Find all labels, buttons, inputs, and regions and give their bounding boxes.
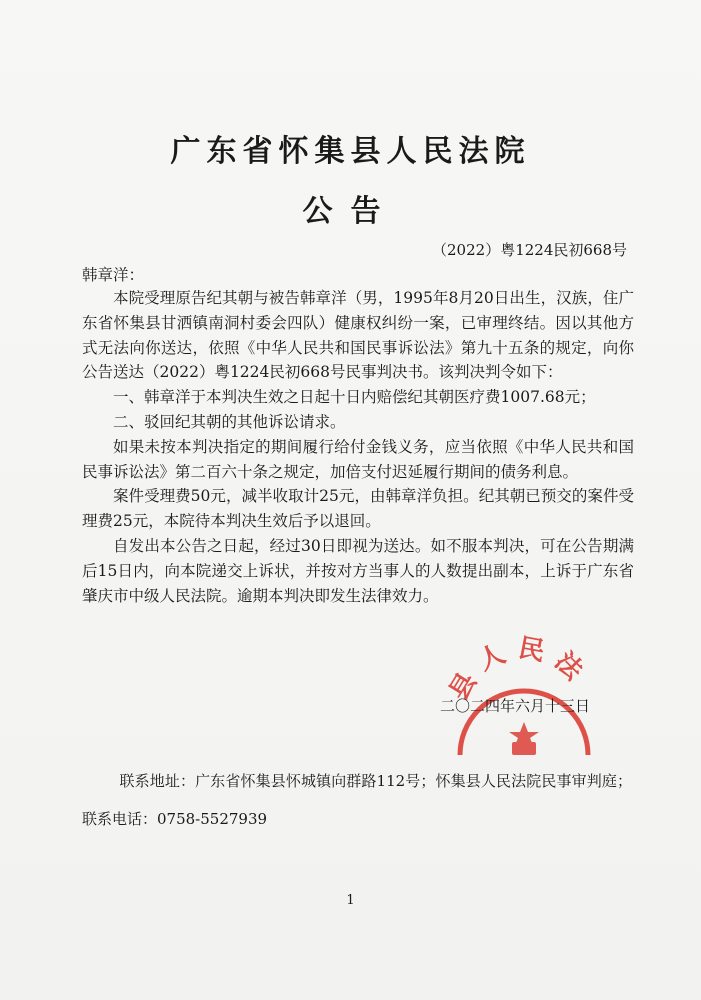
notice-title: 公告 (302, 194, 399, 229)
addressee: 韩章洋： (82, 266, 145, 284)
paragraph-case-intro: 本院受理原告纪其朝与被告韩章洋（男，1995年8月20日出生，汉族，住广东省怀集县甘洒镇南洞村委会四队）健康权纠纷一案，已审理终结。因以其他方式无法向你送达，依照《中华人民共和国民事诉讼法》第九十五条的规定，向你公告送达（2022）粤1224民初668号民事判决书。该判决判令如下： (82, 289, 634, 382)
court-seal-stamp (442, 630, 607, 755)
contact-info: 联系地址：广东省怀集县怀城镇向群路112号；怀集县人民法院民事审判庭；联系电话：0758-5527939 (82, 772, 632, 828)
paragraph-service-appeal: 自发出本公告之日起，经过30日即视为送达。如不服本判决，可在公告期满后15日内，向本院递交上诉状，并按对方当事人的人数提出副本，上诉于广东省肇庆市中级人民法院。逾期本判决即发生法律效力。 (82, 536, 634, 605)
paragraph-judgment-item-1: 一、韩章洋于本判决生效之日起十日内赔偿纪其朝医疗费1007.68元； (113, 388, 596, 407)
paragraph-delay-interest: 如果未按本判决指定的期间履行给付金钱义务，应当依照《中华人民共和国民事诉讼法》第二百六十条之规定，加倍支付迟延履行期间的债务利息。 (82, 437, 634, 481)
page-number: 1 (346, 893, 355, 908)
seal-emblem (509, 722, 539, 755)
case-number: （2022）粤1224民初668号 (432, 241, 627, 259)
seal-text: 县人民法 (443, 633, 596, 706)
paragraph-court-fee: 案件受理费50元，减半收取计25元，由韩章洋负担。纪其朝已预交的案件受理费25元，本院待本判决生效后予以退回。 (82, 487, 634, 531)
notice-body (82, 286, 634, 608)
court-title: 广东省怀集县人民法院 (170, 134, 531, 169)
paragraph-judgment-item-2: 二、驳回纪其朝的其他诉讼请求。 (113, 412, 346, 431)
notice-date: 二〇二四年六月十三日 (440, 697, 591, 715)
